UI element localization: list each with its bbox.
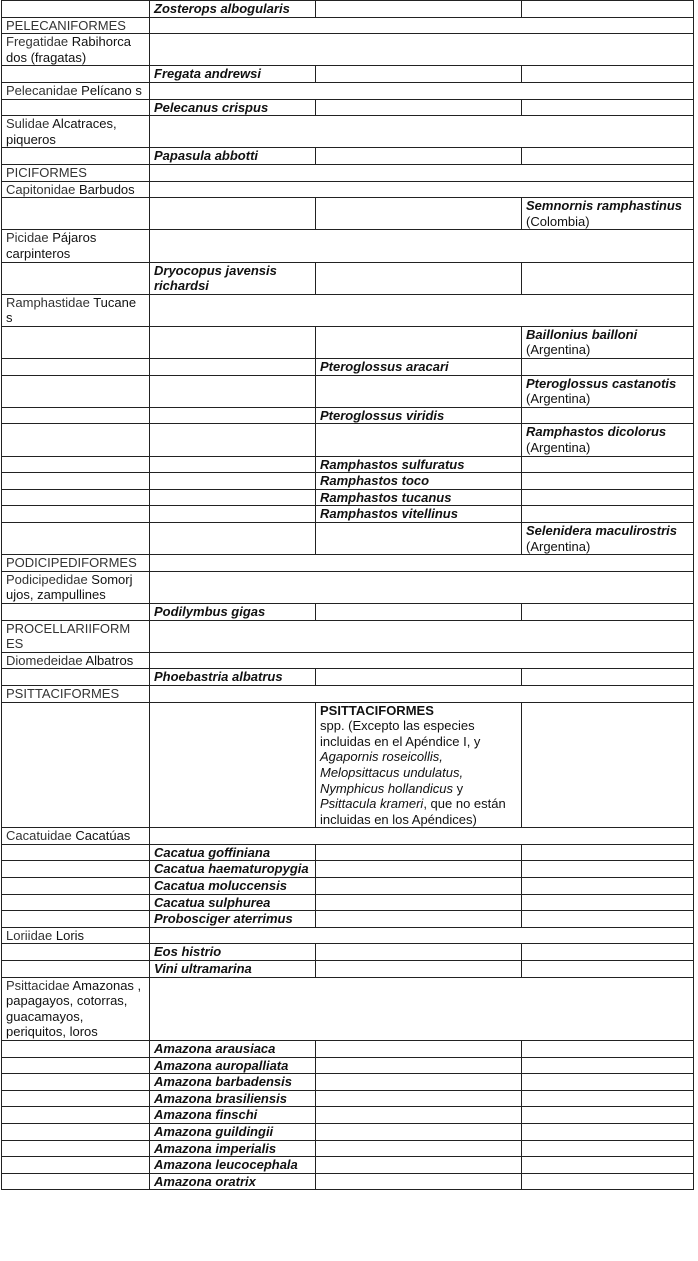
appendix-iii-cell: [522, 878, 694, 895]
species-row: [2, 424, 694, 456]
cell-text: Sulidae: [6, 116, 53, 132]
species-name: Amazona guildingii: [154, 1123, 274, 1139]
cell-text: (Argentina): [526, 342, 591, 358]
taxon-header-row: [2, 828, 694, 845]
taxon-cell: [2, 652, 150, 669]
species-row: [2, 473, 694, 490]
appendix-ii-cell: [316, 878, 522, 895]
appendix-iii-cell: [522, 861, 694, 878]
taxon-cell: [2, 944, 150, 961]
appendix-i-cell: [150, 669, 316, 686]
cell-text: Picidae: [6, 230, 53, 246]
taxon-cell: [2, 294, 150, 326]
species-name: Ramphastos sulfuratus: [320, 456, 465, 472]
merged-empty-cell: [150, 181, 694, 198]
appendix-i-cell: [150, 702, 316, 828]
appendix-iii-cell: [522, 326, 694, 358]
species-row: [2, 262, 694, 294]
appendix-iii-cell: [522, 1157, 694, 1174]
cell-text: PSITTACIFORMES: [6, 685, 120, 701]
appendix-i-cell: [150, 878, 316, 895]
species-name: Probosciger aterrimus: [154, 911, 293, 927]
species-name: Amazona arausiaca: [154, 1041, 276, 1056]
appendix-iii-cell: [522, 198, 694, 230]
merged-empty-cell: [150, 555, 694, 572]
appendix-i-cell: [150, 407, 316, 424]
taxon-cell: [2, 603, 150, 620]
taxon-cell: [2, 894, 150, 911]
species-name: Podilymbus gigas: [154, 603, 266, 619]
cell-text: (Argentina): [526, 391, 591, 407]
cell-text: Psittacidae: [6, 977, 73, 993]
taxon-cell: [2, 685, 150, 702]
species-row: [2, 1123, 694, 1140]
taxon-cell: [2, 1157, 150, 1174]
species-name: Cacatua haematuropygia: [154, 861, 309, 877]
species-row: [2, 359, 694, 376]
appendix-ii-cell: [316, 1173, 522, 1190]
species-name: Baillonius bailloni: [526, 326, 638, 342]
species-row: [2, 1107, 694, 1124]
species-name: Cacatua sulphurea: [154, 894, 271, 910]
taxon-header-row: [2, 294, 694, 326]
appendix-i-cell: [150, 1074, 316, 1091]
cell-text: Psittacula krameri: [320, 796, 424, 812]
taxon-header-row: [2, 82, 694, 99]
cites-appendix-table: [1, 0, 694, 1190]
cell-text: Amazonas , papagayos, cotorras, guacamayos, periquitos, loros: [6, 977, 142, 1040]
taxon-cell: [2, 555, 150, 572]
taxon-header-row: [2, 116, 694, 148]
species-row: [2, 489, 694, 506]
appendix-iii-cell: [522, 1041, 694, 1058]
appendix-ii-cell: [316, 424, 522, 456]
cell-text: Ramphastidae: [6, 294, 94, 310]
taxon-cell: [2, 359, 150, 376]
species-row: [2, 844, 694, 861]
species-row: [2, 911, 694, 928]
taxon-cell: [2, 326, 150, 358]
taxon-cell: [2, 489, 150, 506]
species-name: Selenidera maculirostris: [526, 523, 678, 538]
appendix-i-cell: [150, 1, 316, 18]
species-name: Fregata andrewsi: [154, 66, 261, 82]
appendix-i-cell: [150, 603, 316, 620]
appendix-i-cell: [150, 198, 316, 230]
species-name: Amazona brasiliensis: [154, 1090, 287, 1106]
species-row: [2, 1140, 694, 1157]
appendix-ii-cell: [316, 861, 522, 878]
cell-text: PSITTACIFORMES: [320, 702, 434, 718]
appendix-ii-cell: [316, 1107, 522, 1124]
appendix-ii-cell: [316, 944, 522, 961]
merged-empty-cell: [150, 927, 694, 944]
merged-empty-cell: [150, 571, 694, 603]
appendix-ii-cell: [316, 1157, 522, 1174]
cell-text: Capitonidae: [6, 181, 79, 197]
taxon-cell: [2, 375, 150, 407]
appendix-iii-cell: [522, 961, 694, 978]
taxon-cell: [2, 861, 150, 878]
appendix-iii-cell: [522, 1107, 694, 1124]
taxon-cell: [2, 961, 150, 978]
cell-text: Tucane s: [6, 294, 137, 326]
taxon-cell: [2, 164, 150, 181]
appendix-ii-cell: [316, 326, 522, 358]
merged-empty-cell: [150, 685, 694, 702]
taxon-header-row: [2, 685, 694, 702]
appendix-ii-cell: [316, 1, 522, 18]
cell-text: Loriidae: [6, 927, 56, 943]
appendix-iii-cell: [522, 262, 694, 294]
taxon-header-row: [2, 571, 694, 603]
cell-text: (Colombia): [526, 213, 590, 229]
appendix-ii-cell: [316, 473, 522, 490]
appendix-iii-cell: [522, 523, 694, 555]
appendix-ii-cell: [316, 375, 522, 407]
appendix-ii-cell: [316, 506, 522, 523]
appendix-i-cell: [150, 1140, 316, 1157]
taxon-header-row: [2, 230, 694, 262]
appendix-iii-cell: [522, 148, 694, 165]
species-name: Pteroglossus castanotis: [526, 375, 677, 391]
cell-text: Cacatuidae: [6, 828, 76, 844]
species-row: [2, 1090, 694, 1107]
appendix-iii-cell: [522, 375, 694, 407]
appendix-ii-cell: [316, 359, 522, 376]
appendix-ii-cell: [316, 669, 522, 686]
taxon-cell: [2, 523, 150, 555]
species-row: [2, 961, 694, 978]
appendix-iii-cell: [522, 603, 694, 620]
appendix-i-cell: [150, 1123, 316, 1140]
cell-text: Podicipedidae: [6, 571, 92, 587]
appendix-ii-cell: [316, 702, 522, 828]
cell-text: (Argentina): [526, 440, 591, 456]
appendix-ii-cell: [316, 911, 522, 928]
cell-text: Somorj ujos, zampullines: [6, 571, 133, 603]
appendix-ii-cell: [316, 489, 522, 506]
appendix-ii-cell: [316, 1140, 522, 1157]
appendix-i-cell: [150, 1057, 316, 1074]
taxon-cell: [2, 669, 150, 686]
species-row: [2, 198, 694, 230]
merged-empty-cell: [150, 828, 694, 845]
taxon-header-row: [2, 17, 694, 34]
taxon-cell: [2, 702, 150, 828]
appendix-ii-cell: [316, 262, 522, 294]
taxon-cell: [2, 148, 150, 165]
appendix-ii-cell: [316, 523, 522, 555]
species-row: [2, 669, 694, 686]
species-row: [2, 894, 694, 911]
appendix-iii-cell: [522, 424, 694, 456]
appendix-i-cell: [150, 99, 316, 116]
species-row: [2, 456, 694, 473]
merged-empty-cell: [150, 652, 694, 669]
taxon-cell: [2, 1057, 150, 1074]
species-row: [2, 1057, 694, 1074]
appendix-iii-cell: [522, 1074, 694, 1091]
appendix-i-cell: [150, 894, 316, 911]
appendix-iii-cell: [522, 844, 694, 861]
species-name: Ramphastos vitellinus: [320, 506, 458, 522]
appendix-iii-cell: [522, 473, 694, 490]
species-name: Ramphastos toco: [320, 473, 430, 489]
appendix-iii-cell: [522, 702, 694, 828]
appendix-i-cell: [150, 473, 316, 490]
species-name: Ramphastos tucanus: [320, 489, 452, 505]
species-name: Amazona leucocephala: [154, 1157, 298, 1173]
cell-text: Pelecanidae: [6, 82, 82, 98]
appendix-i-cell: [150, 523, 316, 555]
cell-text: PODICIPEDIFORMES: [6, 555, 137, 571]
cell-text: Fregatidae: [6, 34, 72, 50]
appendix-i-cell: [150, 1090, 316, 1107]
merged-empty-cell: [150, 34, 694, 66]
cell-text: PELECANIFORMES: [6, 17, 126, 33]
cell-text: Pájaros carpinteros: [6, 230, 97, 261]
cell-text: Pelícano s: [81, 82, 142, 98]
taxon-cell: [2, 977, 150, 1040]
appendix-iii-cell: [522, 66, 694, 83]
appendix-ii-cell: [316, 894, 522, 911]
appendix-i-cell: [150, 911, 316, 928]
appendix-ii-cell: [316, 1090, 522, 1107]
cell-text: Diomedeidae: [6, 652, 86, 668]
taxon-header-row: [2, 181, 694, 198]
species-row: [2, 148, 694, 165]
species-name: Amazona barbadensis: [154, 1074, 292, 1090]
merged-empty-cell: [150, 164, 694, 181]
cell-text: Alcatraces, piqueros: [6, 116, 117, 147]
taxon-cell: [2, 506, 150, 523]
taxon-cell: [2, 620, 150, 652]
species-row: [2, 861, 694, 878]
taxon-header-row: [2, 652, 694, 669]
cell-text: (Argentina): [526, 538, 591, 554]
species-row: [2, 1173, 694, 1190]
species-row: [2, 1074, 694, 1091]
table-body: [2, 1, 694, 1190]
taxon-cell: [2, 262, 150, 294]
species-row: [2, 603, 694, 620]
appendix-ii-cell: [316, 603, 522, 620]
cell-text: y: [452, 780, 464, 796]
appendix-i-cell: [150, 326, 316, 358]
taxon-cell: [2, 17, 150, 34]
appendix-iii-cell: [522, 1, 694, 18]
species-row: [2, 878, 694, 895]
appendix-iii-cell: [522, 1057, 694, 1074]
species-name: Vini ultramarina: [154, 961, 252, 977]
appendix-ii-cell: [316, 407, 522, 424]
appendix-iii-cell: [522, 407, 694, 424]
appendix-ii-cell: [316, 844, 522, 861]
species-row: [2, 702, 694, 828]
appendix-i-cell: [150, 844, 316, 861]
appendix-ii-cell: [316, 148, 522, 165]
appendix-i-cell: [150, 359, 316, 376]
taxon-cell: [2, 1074, 150, 1091]
taxon-cell: [2, 1090, 150, 1107]
appendix-ii-cell: [316, 456, 522, 473]
taxon-cell: [2, 1173, 150, 1190]
species-name: Amazona imperialis: [154, 1140, 277, 1156]
appendix-i-cell: [150, 375, 316, 407]
species-row: [2, 944, 694, 961]
appendix-i-cell: [150, 1173, 316, 1190]
merged-empty-cell: [150, 17, 694, 34]
appendix-i-cell: [150, 1107, 316, 1124]
cell-text: PROCELLARIIFORM ES: [6, 620, 131, 652]
species-row: [2, 326, 694, 358]
taxon-cell: [2, 927, 150, 944]
taxon-cell: [2, 181, 150, 198]
species-row: [2, 99, 694, 116]
merged-empty-cell: [150, 230, 694, 262]
taxon-cell: [2, 456, 150, 473]
appendix-ii-cell: [316, 198, 522, 230]
appendix-iii-cell: [522, 99, 694, 116]
species-name: Amazona finschi: [154, 1107, 258, 1123]
taxon-cell: [2, 99, 150, 116]
appendix-iii-cell: [522, 489, 694, 506]
taxon-cell: [2, 198, 150, 230]
appendix-iii-cell: [522, 506, 694, 523]
appendix-i-cell: [150, 944, 316, 961]
cell-text: Loris: [55, 927, 85, 943]
taxon-cell: [2, 230, 150, 262]
merged-empty-cell: [150, 620, 694, 652]
species-name: Ramphastos dicolorus: [526, 424, 667, 440]
merged-empty-cell: [150, 116, 694, 148]
taxon-cell: [2, 407, 150, 424]
appendix-iii-cell: [522, 894, 694, 911]
species-name: Cacatua goffiniana: [154, 844, 271, 860]
appendix-i-cell: [150, 506, 316, 523]
merged-empty-cell: [150, 977, 694, 1040]
species-name: Amazona oratrix: [154, 1173, 256, 1189]
species-row: [2, 523, 694, 555]
appendix-i-cell: [150, 456, 316, 473]
merged-empty-cell: [150, 82, 694, 99]
taxon-header-row: [2, 34, 694, 66]
species-row: [2, 407, 694, 424]
appendix-iii-cell: [522, 1173, 694, 1190]
species-row: [2, 1157, 694, 1174]
species-name: Pteroglossus viridis: [320, 407, 445, 423]
taxon-cell: [2, 82, 150, 99]
species-name: Pteroglossus aracari: [320, 359, 449, 375]
species-name: Pelecanus crispus: [154, 99, 269, 115]
appendix-i-cell: [150, 262, 316, 294]
species-name: Papasula abbotti: [154, 148, 259, 164]
taxon-cell: [2, 424, 150, 456]
appendix-ii-cell: [316, 1074, 522, 1091]
appendix-ii-cell: [316, 1057, 522, 1074]
cell-text: Barbudos: [79, 181, 135, 197]
taxon-cell: [2, 911, 150, 928]
appendix-ii-cell: [316, 99, 522, 116]
appendix-iii-cell: [522, 1123, 694, 1140]
appendix-i-cell: [150, 1157, 316, 1174]
appendix-iii-cell: [522, 359, 694, 376]
appendix-ii-cell: [316, 1123, 522, 1140]
species-name: Cacatua moluccensis: [154, 878, 287, 894]
cell-text: Rabihorca dos (fragatas): [6, 34, 132, 65]
cell-text: , que no están incluidas en los Apéndices): [320, 796, 506, 827]
taxon-cell: [2, 473, 150, 490]
appendix-i-cell: [150, 861, 316, 878]
appendix-i-cell: [150, 489, 316, 506]
appendix-i-cell: [150, 148, 316, 165]
appendix-iii-cell: [522, 944, 694, 961]
appendix-ii-cell: [316, 1041, 522, 1058]
species-name: Phoebastria albatrus: [154, 669, 283, 685]
species-row: [2, 1041, 694, 1058]
appendix-iii-cell: [522, 669, 694, 686]
taxon-header-row: [2, 555, 694, 572]
appendix-i-cell: [150, 424, 316, 456]
taxon-cell: [2, 878, 150, 895]
taxon-cell: [2, 34, 150, 66]
taxon-cell: [2, 116, 150, 148]
taxon-cell: [2, 1, 150, 18]
cell-text: Cacatúas: [75, 828, 131, 844]
cell-text: Albatros: [85, 652, 134, 668]
appendix-iii-cell: [522, 456, 694, 473]
taxon-header-row: [2, 620, 694, 652]
appendix-iii-cell: [522, 1140, 694, 1157]
taxon-header-row: [2, 927, 694, 944]
species-row: [2, 66, 694, 83]
taxon-cell: [2, 1107, 150, 1124]
species-name: Semnornis ramphastinus: [526, 198, 683, 214]
species-name: Eos histrio: [154, 944, 222, 960]
taxon-cell: [2, 66, 150, 83]
cell-text: Agapornis roseicollis, Melopsittacus undulatus, Nymphicus hollandicus: [320, 749, 464, 796]
appendix-ii-cell: [316, 961, 522, 978]
appendix-i-cell: [150, 66, 316, 83]
appendix-ii-cell: [316, 66, 522, 83]
appendix-i-cell: [150, 1041, 316, 1058]
species-name: Dryocopus javensis richardsi: [154, 262, 277, 294]
species-row: [2, 375, 694, 407]
appendix-iii-cell: [522, 1090, 694, 1107]
cell-text: spp. (Excepto las especies incluidas en el Apéndice I, y: [320, 718, 481, 749]
taxon-header-row: [2, 977, 694, 1040]
taxon-cell: [2, 1140, 150, 1157]
taxon-cell: [2, 1041, 150, 1058]
species-row: [2, 506, 694, 523]
species-name: Zosterops albogularis: [154, 1, 290, 16]
taxon-cell: [2, 844, 150, 861]
species-name: Amazona auropalliata: [154, 1057, 289, 1073]
appendix-i-cell: [150, 961, 316, 978]
cell-text: PICIFORMES: [6, 164, 87, 180]
taxon-cell: [2, 1123, 150, 1140]
taxon-cell: [2, 571, 150, 603]
taxon-cell: [2, 828, 150, 845]
appendix-iii-cell: [522, 911, 694, 928]
species-row: [2, 1, 694, 18]
taxon-header-row: [2, 164, 694, 181]
merged-empty-cell: [150, 294, 694, 326]
